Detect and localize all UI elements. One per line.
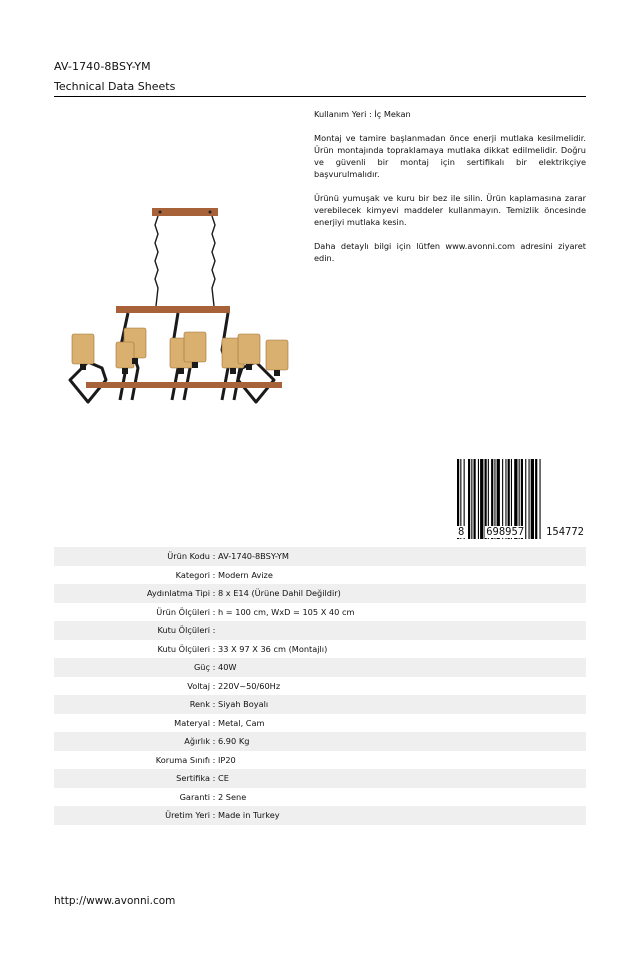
- spec-row: [54, 732, 586, 751]
- spec-row: [54, 769, 586, 788]
- ceiling-canopy: [152, 208, 218, 216]
- spec-separator: :: [212, 791, 216, 802]
- spec-separator: :: [212, 569, 216, 580]
- chandelier-illustration: [60, 200, 300, 415]
- spec-separator: :: [212, 662, 216, 673]
- spec-label: Aydınlatma Tipi: [146, 588, 210, 599]
- spec-row: [54, 751, 586, 770]
- spec-value: AV-1740-8BSY-YM: [218, 551, 289, 562]
- upper-wood-bar: [116, 306, 230, 313]
- spec-separator: :: [212, 754, 216, 765]
- spec-label: Ürün Kodu: [167, 551, 210, 562]
- spec-label: Materyal: [174, 717, 210, 728]
- hanging-chains: [155, 216, 215, 306]
- spec-separator: :: [212, 588, 216, 599]
- spec-row: [54, 677, 586, 696]
- spec-separator: :: [212, 773, 216, 784]
- spec-separator: :: [212, 680, 216, 691]
- spec-value: 6.90 Kg: [218, 736, 250, 747]
- spec-label: Güç: [193, 662, 210, 673]
- chandelier-image: [60, 200, 300, 415]
- spec-row: [54, 658, 586, 677]
- barcode-digit-group: 8: [458, 526, 465, 538]
- spec-separator: :: [212, 810, 216, 821]
- spec-separator: :: [212, 736, 216, 747]
- footer-url[interactable]: http://www.avonni.com: [54, 895, 176, 907]
- spec-value: [218, 621, 586, 640]
- website-paragraph: Daha detaylı bilgi için lütfen www.avonni.com adresini ziyaret edin.: [314, 241, 586, 263]
- spec-value: Siyah Boyalı: [218, 699, 269, 710]
- spec-label: Kutu Ölçüleri: [157, 643, 210, 654]
- spec-row: [54, 584, 586, 603]
- spec-label: Ürün Ölçüleri: [156, 606, 210, 617]
- spec-row: [54, 566, 586, 585]
- spec-label: Renk: [189, 699, 210, 710]
- barcode: [457, 459, 585, 539]
- cleaning-paragraph: Ürünü yumuşak ve kuru bir bez ile silin. Ürün kaplamasına zarar verebilecek kimyevi maddeler kullanmayın. Temizlik öncesinde enerjiyi mutlaka kesin.: [314, 193, 586, 227]
- usage-location: Kullanım Yeri : İç Mekan: [314, 109, 411, 119]
- spec-value: Modern Avize: [218, 569, 273, 580]
- safety-paragraph: Montaj ve tamire başlanmadan önce enerji mutlaka kesilmelidir. Ürün montajında topraklamaya mutlaka dikkat edilmelidir. Doğru ve güvenli bir montaj için sertifikalı bir elektrikçiye başvurulmalıdır.: [314, 133, 586, 179]
- spec-value: 8 x E14 (Ürüne Dahil Değildir): [218, 588, 341, 599]
- spec-table: [54, 547, 586, 825]
- glass-shades: [72, 328, 288, 370]
- spec-label: Kategori: [175, 569, 210, 580]
- lower-wood-bar: [86, 382, 282, 388]
- product-code: AV-1740-8BSY-YM: [54, 60, 151, 73]
- spec-separator: :: [212, 717, 216, 728]
- spec-row: [54, 621, 586, 640]
- spec-row: [54, 603, 586, 622]
- spec-label: Voltaj: [187, 680, 210, 691]
- spec-value: 40W: [218, 662, 237, 673]
- spec-separator: :: [212, 643, 216, 654]
- spec-row: [54, 547, 586, 566]
- spec-row: [54, 806, 586, 825]
- spec-row: [54, 640, 586, 659]
- spec-value: Metal, Cam: [218, 717, 265, 728]
- spec-value: IP20: [218, 754, 236, 765]
- barcode-digit-group: 154772: [546, 526, 584, 538]
- header-divider: [54, 96, 586, 97]
- spec-label: Üretim Yeri: [165, 810, 210, 821]
- spec-row: [54, 714, 586, 733]
- spec-separator: :: [212, 625, 216, 636]
- spec-label: Sertifika: [176, 773, 210, 784]
- barcode-digit-group: 698957: [486, 526, 525, 538]
- document-subtitle: Technical Data Sheets: [54, 80, 176, 93]
- spec-row: [54, 695, 586, 714]
- spec-separator: :: [212, 699, 216, 710]
- spec-value: Made in Turkey: [218, 810, 280, 821]
- spec-label: Kutu Ölçüleri: [157, 625, 210, 636]
- spec-value: h = 100 cm, WxD = 105 X 40 cm: [218, 606, 355, 617]
- spec-label: Garanti: [179, 791, 210, 802]
- spec-separator: :: [212, 551, 216, 562]
- spec-label: Koruma Sınıfı: [155, 754, 210, 765]
- spec-label: Ağırlık: [184, 736, 210, 747]
- spec-value: 2 Sene: [218, 791, 247, 802]
- barcode-digits: [457, 526, 585, 538]
- info-block: [314, 108, 586, 276]
- spec-value: CE: [218, 773, 229, 784]
- spec-value: 220V~50/60Hz: [218, 680, 281, 691]
- spec-row: [54, 788, 586, 807]
- spec-value: 33 X 97 X 36 cm (Montajlı): [218, 643, 328, 654]
- spec-separator: :: [212, 606, 216, 617]
